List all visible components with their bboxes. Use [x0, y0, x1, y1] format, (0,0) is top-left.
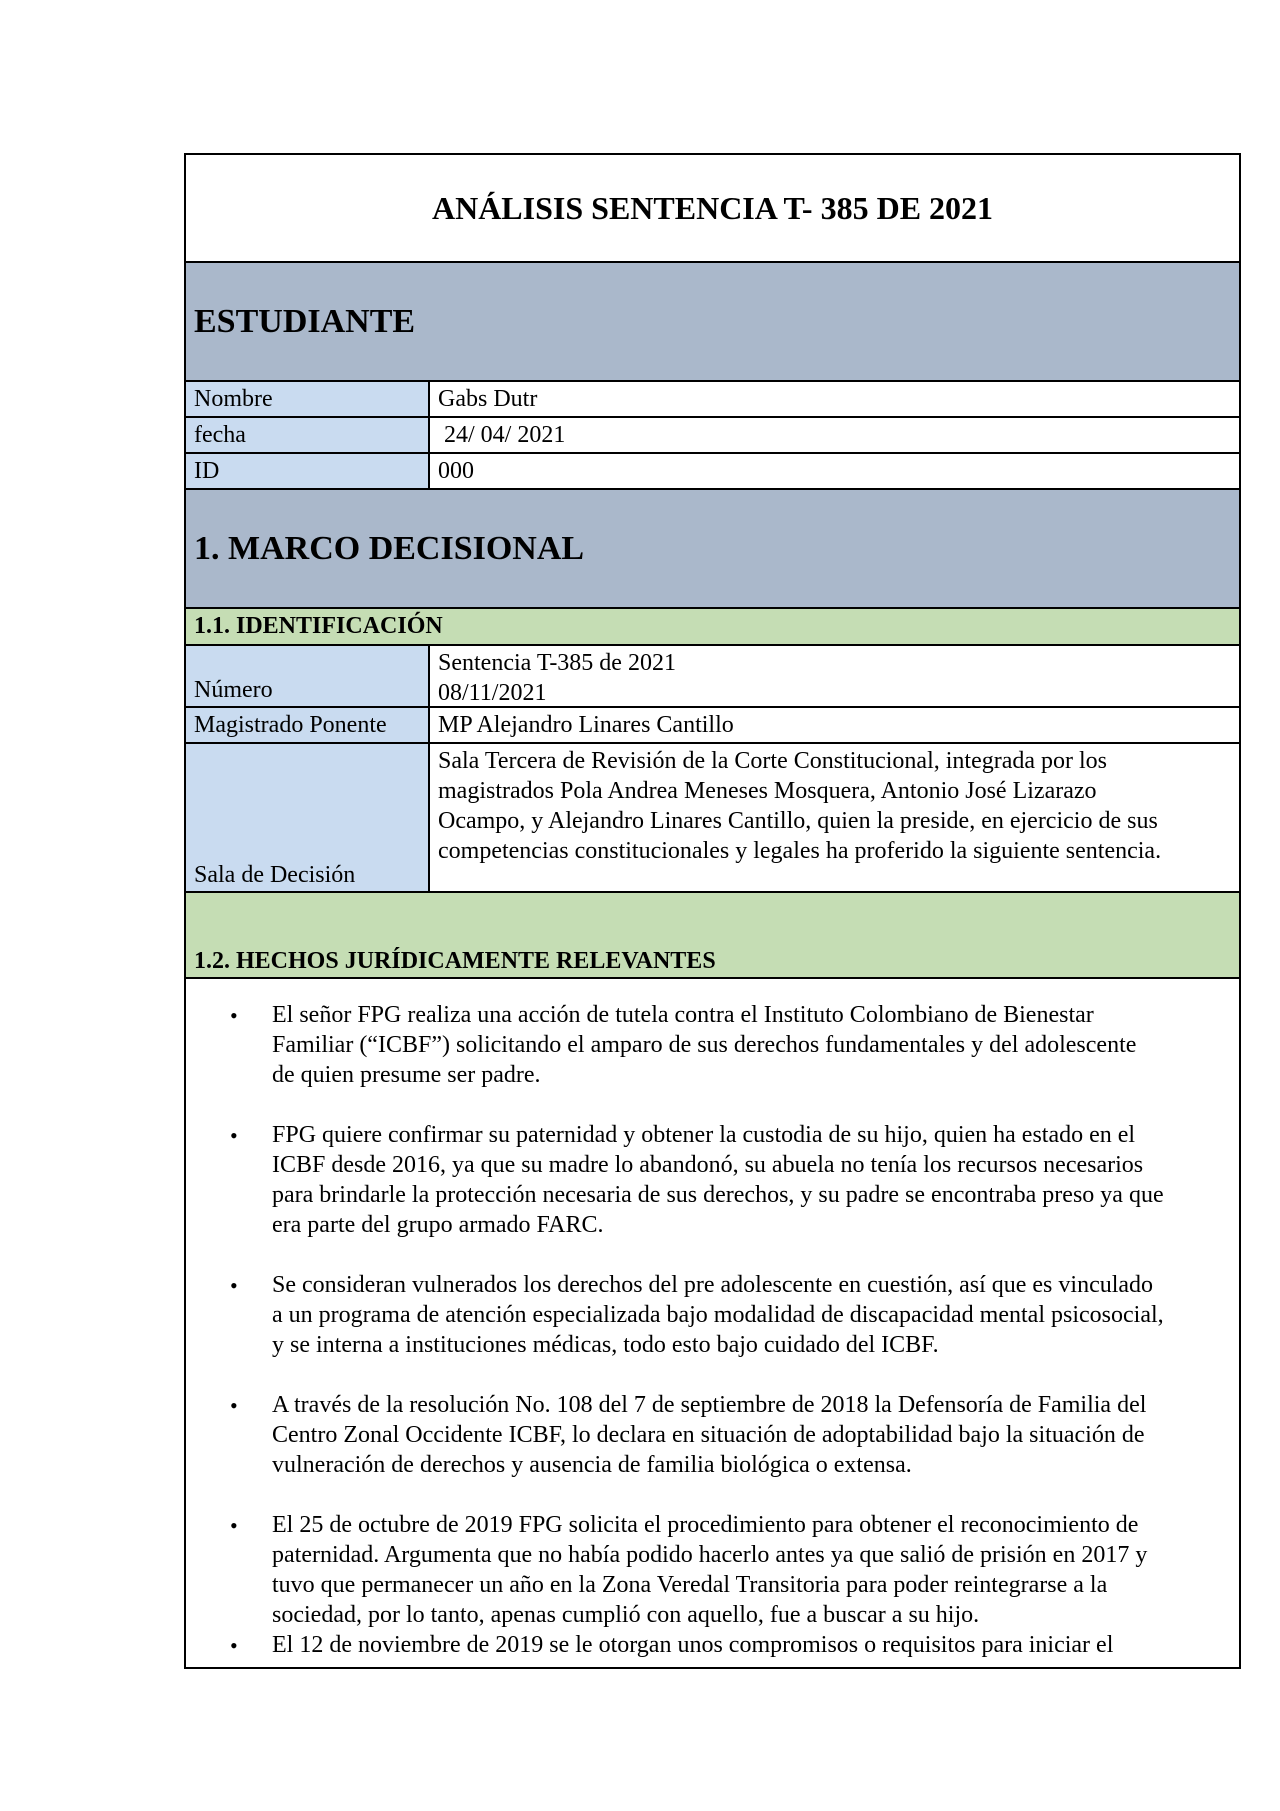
estudiante-row-id: [186, 454, 1239, 490]
bullet-icon: •: [230, 1393, 238, 1418]
list-item-line: era parte del grupo armado FARC.: [272, 1212, 604, 1238]
bullet-icon: •: [230, 1123, 238, 1148]
nombre-value: Gabs Dutr: [438, 385, 538, 412]
magistrado-label: Magistrado Ponente: [186, 708, 430, 742]
list-item-line: sociedad, por lo tanto, apenas cumplió con aquello, fue a buscar a su hijo.: [272, 1602, 980, 1628]
estudiante-row-fecha: [186, 418, 1239, 454]
magistrado-row: [186, 708, 1239, 744]
sala-label: Sala de Decisión: [186, 744, 430, 891]
sala-line: Ocampo, y Alejandro Linares Cantillo, quien la preside, en ejercicio de sus: [438, 808, 1158, 834]
list-item: [186, 1630, 1239, 1660]
analysis-form: [184, 153, 1241, 1669]
section-estudiante-heading: ESTUDIANTE: [186, 263, 1239, 382]
list-item: [186, 1390, 1239, 1480]
list-item-line: El 12 de noviembre de 2019 se le otorgan unos compromisos o requisitos para iniciar el: [272, 1632, 1114, 1658]
list-item-line: El 25 de octubre de 2019 FPG solicita el procedimiento para obtener el reconocimiento de: [272, 1512, 1139, 1538]
bullet-icon: •: [230, 1513, 238, 1538]
list-item: [186, 1270, 1239, 1360]
bullet-icon: •: [230, 1633, 238, 1658]
list-item: [186, 1120, 1239, 1240]
hechos-heading: 1.2. HECHOS JURÍDICAMENTE RELEVANTES: [186, 893, 1239, 979]
nombre-label: Nombre: [186, 382, 430, 416]
list-item: [186, 1510, 1239, 1630]
bullet-icon: •: [230, 1273, 238, 1298]
list-item: [186, 1000, 1239, 1090]
estudiante-row-nombre: [186, 382, 1239, 418]
id-value: 000: [438, 457, 474, 484]
list-item-line: de quien presume ser padre.: [272, 1062, 541, 1088]
fecha-label: fecha: [186, 418, 430, 452]
document-title: ANÁLISIS SENTENCIA T- 385 DE 2021: [186, 155, 1239, 263]
numero-row: [186, 646, 1239, 708]
sala-line: competencias constitucionales y legales ha proferido la siguiente sentencia.: [438, 838, 1162, 864]
section-marco-decisional-heading: 1. MARCO DECISIONAL: [186, 490, 1239, 609]
list-item-line: Se consideran vulnerados los derechos del pre adolescente en cuestión, así que es vinculado: [272, 1272, 1154, 1298]
sala-line: Sala Tercera de Revisión de la Corte Constitucional, integrada por los: [438, 748, 1108, 774]
list-item-line: para brindarle la protección necesaria de sus derechos, y su padre se encontraba preso ya que: [272, 1182, 1164, 1208]
list-item-line: ICBF desde 2016, ya que su madre lo abandonó, su abuela no tenía los recursos necesarios: [272, 1152, 1144, 1178]
list-item-line: tuvo que permanecer un año en la Zona Veredal Transitoria para poder reintegrarse a la: [272, 1572, 1108, 1598]
list-item-line: A través de la resolución No. 108 del 7 de septiembre de 2018 la Defensoría de Familia del: [272, 1392, 1147, 1418]
identificacion-heading: 1.1. IDENTIFICACIÓN: [186, 609, 1239, 646]
numero-value: [430, 646, 1239, 706]
sala-value: [430, 744, 1239, 891]
list-item-line: Centro Zonal Occidente ICBF, lo declara en situación de adoptabilidad bajo la situación de: [272, 1422, 1145, 1448]
list-item-line: a un programa de atención especializada bajo modalidad de discapacidad mental psicosocial,: [272, 1302, 1164, 1328]
sala-line: magistrados Pola Andrea Meneses Mosquera, Antonio José Lizarazo: [438, 778, 1097, 804]
numero-label: Número: [186, 646, 430, 706]
magistrado-value: MP Alejandro Linares Cantillo: [438, 711, 734, 738]
numero-line: Sentencia T-385 de 2021: [438, 650, 676, 676]
list-item-line: FPG quiere confirmar su paternidad y obtener la custodia de su hijo, quien ha estado en el: [272, 1122, 1136, 1148]
bullet-icon: •: [230, 1003, 238, 1028]
fecha-value: 24/ 04/ 2021: [438, 421, 566, 448]
list-item-line: vulneración de derechos y ausencia de familia biológica o extensa.: [272, 1452, 912, 1478]
sala-row: [186, 744, 1239, 893]
list-item-line: El señor FPG realiza una acción de tutela contra el Instituto Colombiano de Bienestar: [272, 1002, 1094, 1028]
hechos-list: [186, 975, 1239, 1660]
list-item-line: Familiar (“ICBF”) solicitando el amparo de sus derechos fundamentales y del adolescente: [272, 1032, 1137, 1058]
id-label: ID: [186, 454, 430, 488]
list-item-line: y se interna a instituciones médicas, todo esto bajo cuidado del ICBF.: [272, 1332, 939, 1358]
numero-line: 08/11/2021: [438, 680, 547, 706]
list-item-line: paternidad. Argumenta que no había podido hacerlo antes ya que salió de prisión en 2017 y: [272, 1542, 1148, 1568]
